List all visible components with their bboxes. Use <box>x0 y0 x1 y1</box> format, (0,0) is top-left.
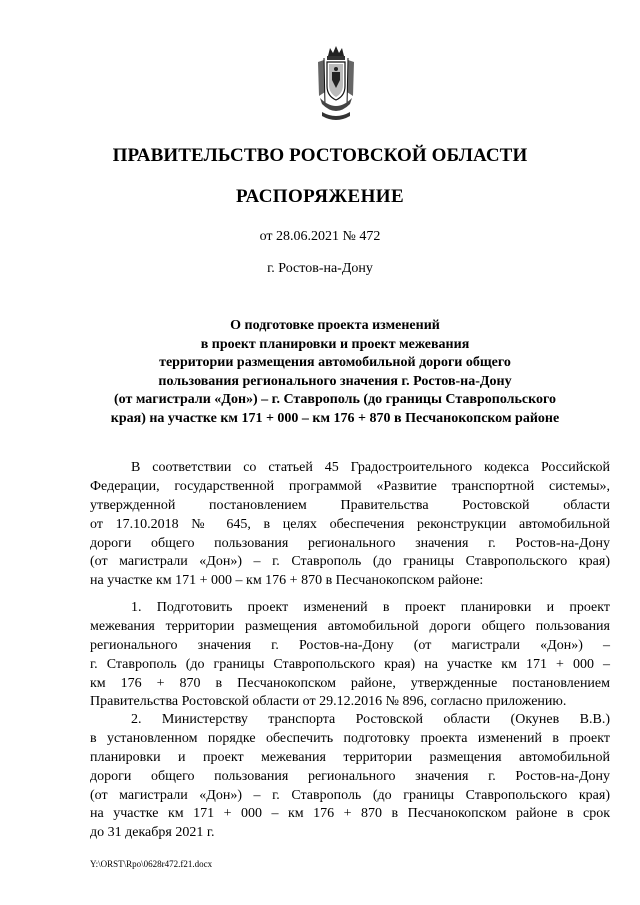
subject-line: в проект планировки и проект межевания <box>200 336 470 352</box>
text-line: Правительства Ростовской области от 29.12.2016 № 896, согласно приложению. <box>90 694 567 710</box>
item-1-paragraph <box>90 599 610 712</box>
document-subject <box>90 317 580 429</box>
item-2-paragraph <box>90 711 610 843</box>
coat-of-arms-icon <box>314 44 358 126</box>
document-city: г. Ростов-на-Дону <box>267 261 373 276</box>
file-path-footer: Y:\ORST\Rpo\0628r472.f21.docx <box>90 859 213 869</box>
text-line: дороги общего пользования регионального значения г. Ростов-на-Дону <box>90 535 610 551</box>
text-line: (от магистрали «Дон») – г. Ставрополь (до границы Ставропольского края) <box>90 787 610 803</box>
subject-line: О подготовке проекта изменений <box>230 318 440 333</box>
document-type: РАСПОРЯЖЕНИЕ <box>235 186 405 207</box>
text-line: (от магистрали «Дон») – г. Ставрополь (до границы Ставропольского края) <box>90 554 610 570</box>
subject-line: (от магистрали «Дон») – г. Ставрополь (до границы Ставропольского <box>114 392 556 408</box>
text-line: 2. Министерству транспорта Ростовской области (Окунев В.В.) <box>131 712 610 727</box>
organization-title: ПРАВИТЕЛЬСТВО РОСТОВСКОЙ ОБЛАСТИ <box>112 145 528 166</box>
subject-line: территории размещения автомобильной дороги общего <box>159 355 511 371</box>
text-line: от 17.10.2018 № 645, в целях обеспечения реконструкции автомобильной <box>90 516 610 532</box>
text-line: регионального значения г. Ростов-на-Дону (от магистрали «Дон») – <box>90 637 610 653</box>
text-line: на участке км 171 + 000 – км 176 + 870 в Песчанокопском районе в срок <box>90 806 610 822</box>
text-line: планировки и проект межевания территории размещения автомобильной <box>90 749 610 765</box>
text-line: в установленном порядке обеспечить подготовку проекта изменений в проект <box>90 730 610 746</box>
subject-line: пользования регионального значения г. Ростов-на-Дону <box>158 373 512 389</box>
document-date-number: от 28.06.2021 № 472 <box>259 229 381 244</box>
preamble-paragraph <box>90 459 610 591</box>
text-line: В соответствии со статьей 45 Градостроительного кодекса Российской <box>131 460 610 475</box>
text-line: г. Ставрополь (до границы Ставропольского края) на участке км 171 + 000 – <box>90 656 610 672</box>
text-line: утвержденной постановлением Правительства Ростовской области <box>90 497 610 513</box>
text-line: 1. Подготовить проект изменений в проект планировки и проект <box>131 600 610 615</box>
text-line: на участке км 171 + 000 – км 176 + 870 в Песчанокопском районе: <box>90 573 484 589</box>
text-line: Федерации, государственной программой «Развитие транспортной системы», <box>90 478 610 494</box>
text-line: межевания территории размещения автомобильной дороги общего пользования <box>90 618 610 634</box>
subject-line: края) на участке км 171 + 000 – км 176 + 870 в Песчанокопском районе <box>110 410 560 426</box>
text-line: до 31 декабря 2021 г. <box>90 825 215 841</box>
text-line: дороги общего пользования регионального значения г. Ростов-на-Дону <box>90 768 610 784</box>
text-line: км 176 + 870 в Песчанокопском районе, утвержденные постановлением <box>90 675 610 691</box>
